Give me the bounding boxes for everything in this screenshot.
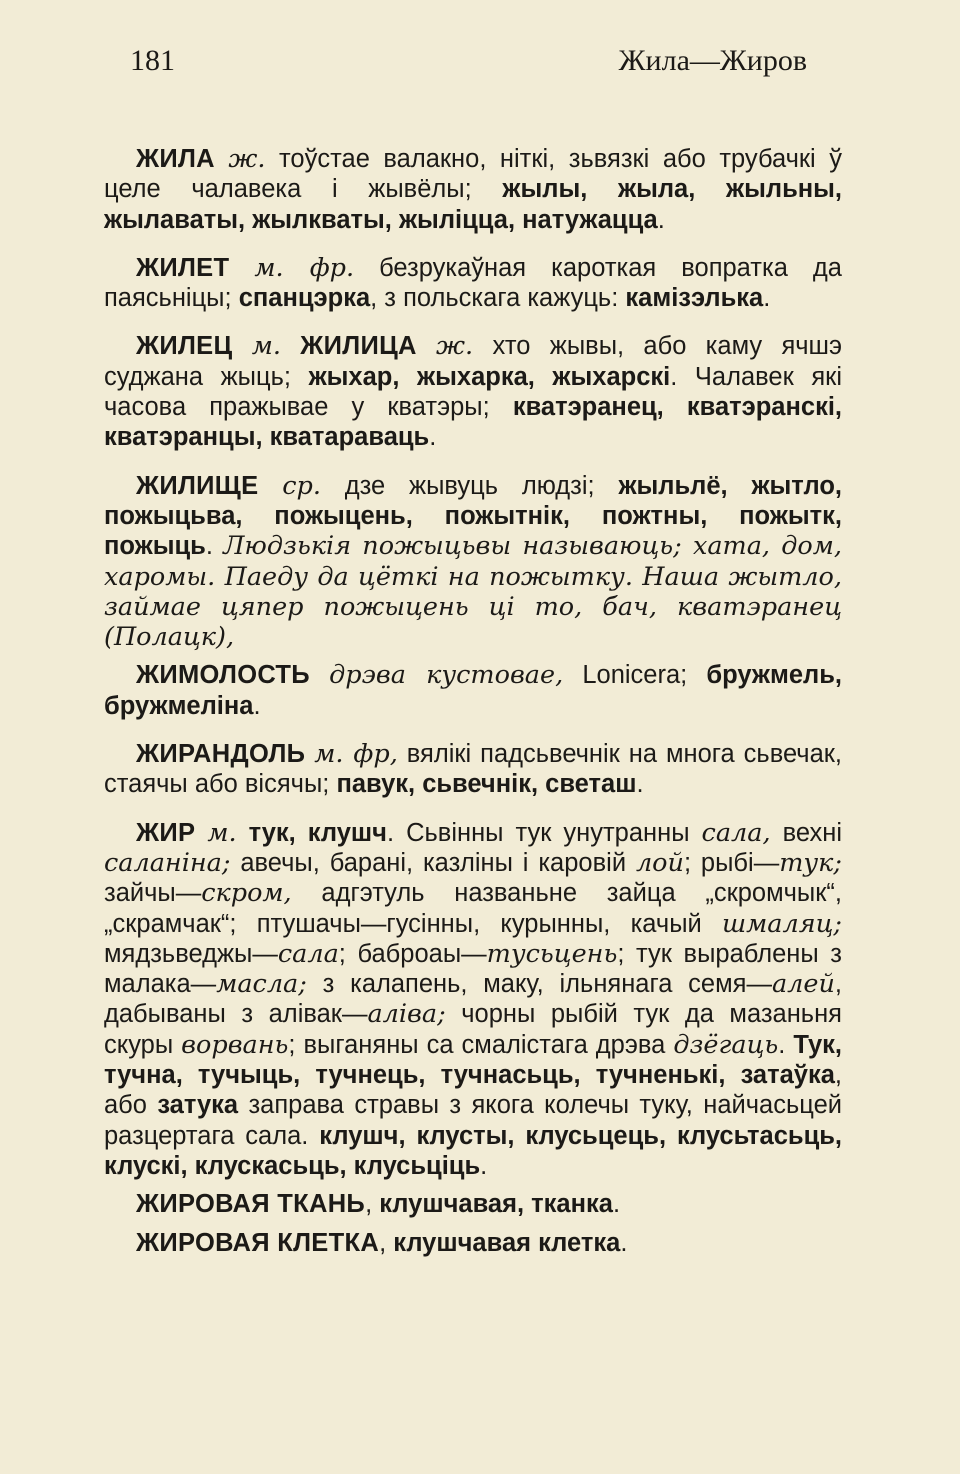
headword: ЖИЛИЦА (300, 332, 417, 361)
text: заправа стравы з якога колечы туку, найчасьцей разцертага сала. (104, 1091, 842, 1150)
grammar-label: ср. (282, 470, 321, 501)
derived-term: камізэлька (625, 284, 764, 313)
headword: ЖИЛА (136, 145, 215, 173)
text: безрукаўная кароткая вопратка да паясьніцы; (104, 253, 842, 313)
entry-zhilishche (104, 471, 842, 653)
text: , (365, 1190, 380, 1219)
text: тоўстае валакно, ніткі, зьвязкі або трубачкі ў целе чалавека і жывёлы; (104, 145, 842, 204)
derived-term: бружмель, бружмеліна (104, 661, 842, 720)
derived-term: клушчавая клетка (393, 1228, 621, 1257)
headword: ЖИРОВАЯ КЛЕТКА (136, 1228, 380, 1257)
derived-term: клушч, клусты, клусьцець, клусьтасьць, клускі, клускасьць, клусьціць (104, 1121, 843, 1180)
text: ; рыбі— (683, 848, 780, 877)
example-text: дрэва кустовае, (329, 660, 564, 691)
headword: ЖИМОЛОСТЬ (136, 661, 310, 690)
text (281, 332, 300, 360)
entry-zhilec (104, 331, 842, 452)
text (305, 740, 314, 768)
text: ; выганяны са смалістага дрэва (288, 1030, 674, 1059)
running-title: Жила—Жиров (618, 44, 807, 77)
headword: ЖИЛЕЦ (136, 332, 233, 361)
running-head (130, 44, 807, 78)
text: ; тук выраблены з малака— (104, 939, 842, 999)
text: , дабываны з алівак— (104, 970, 842, 1029)
grammar-label: м. фр, (314, 739, 398, 770)
headword: ЖИРОВАЯ ТКАНЬ (136, 1190, 366, 1219)
derived-term: тук, клушч (248, 818, 387, 847)
example-text: шмаляц; (721, 908, 842, 939)
entry-zhirovaya-tkan (104, 1189, 842, 1219)
entry-zhila (104, 144, 842, 235)
text (310, 661, 329, 689)
derived-term: жыльлё, жытло, пожыцьва, пожыцень, пожытнік, пожтны, пожытк, пожыць (104, 471, 842, 561)
text (258, 472, 282, 500)
text: . (480, 1151, 488, 1180)
text: з калапень, маку, ільнянага семя— (306, 970, 772, 999)
text (229, 254, 254, 282)
grammar-label: м. (251, 331, 281, 362)
text: . Чалавек які часова пражывае у кватэры; (104, 362, 842, 422)
derived-term: спанцэрка (238, 284, 371, 313)
dictionary-body (104, 144, 842, 1266)
text: ; баброаы— (338, 939, 487, 968)
text: . (778, 1030, 794, 1059)
text (237, 819, 249, 847)
grammar-label: м. (207, 817, 237, 848)
text: . Сьвінны тук унутранны (386, 818, 702, 847)
entry-zhilet (104, 253, 842, 314)
derived-term: клушчавая, тканка (379, 1190, 613, 1219)
headword: ЖИЛЕТ (136, 253, 230, 282)
text: дзе жывуць людзі; (320, 471, 619, 500)
example-text: лой (635, 847, 684, 878)
text (195, 819, 207, 847)
example-text: ворвань (181, 1029, 289, 1060)
text: зайчы— (104, 879, 202, 908)
text: вялікі падсьвечнік на многа сьвечак, стаячы або вісячы; (104, 740, 842, 799)
text: Lonicera; (563, 661, 707, 690)
grammar-label: ж. (228, 144, 266, 174)
derived-term: затука (157, 1091, 239, 1120)
text: . (763, 284, 771, 313)
example-text: масла; (216, 969, 307, 1000)
text: . (636, 770, 644, 799)
text: . (205, 532, 224, 561)
derived-term: жылы, жыла, жыльны, жылаваты, жылкваты, жыліцца, натужацца (104, 175, 843, 234)
page-number: 181 (130, 44, 175, 77)
derived-term: павук, сьвечнік, светаш (336, 770, 637, 799)
derived-term: кватэранец, кватэранскі, кватэранцы, кватараваць (104, 393, 843, 452)
text: адгэтуль названьне зайца „скромчык“, „скрамчак“; птушачы—гусінны, курынны, качый (104, 879, 842, 938)
text: чорны рыбій тук да мазаньня скуры (104, 1000, 842, 1059)
text: . (657, 205, 665, 234)
example-text: Людзькія пожыцьвы называюць; хата, дом, харомы. Паеду да цёткі на пожытку. Наша жытло, займае цяпер пожыцень ці то, бач, кватэранец (Полацк), (104, 531, 842, 653)
text: . (620, 1228, 628, 1257)
text (417, 332, 436, 360)
derived-term: жыхар, жыхарка, жыхарскі (308, 362, 671, 391)
example-text: саланіна; (104, 847, 231, 878)
entry-zhirandol (104, 739, 842, 800)
text: . (429, 423, 437, 452)
example-text: сала, (701, 817, 771, 848)
text: мядзьведжы— (104, 939, 278, 968)
entry-zhir (104, 818, 842, 1182)
example-text: аліва; (367, 999, 446, 1030)
text: . (253, 691, 261, 720)
grammar-label: ж. (436, 331, 474, 362)
text (215, 145, 229, 173)
example-text: тусьцень (486, 938, 618, 969)
text: авечы, барані, казліны і каровій (230, 848, 636, 877)
text: . (612, 1190, 621, 1219)
headword: ЖИЛИЩЕ (136, 471, 259, 500)
text: , з польскага кажуць: (370, 284, 626, 313)
entry-zhirovaya-kletka (104, 1228, 842, 1258)
headword: ЖИРАНДОЛЬ (136, 740, 306, 769)
text: , або (104, 1061, 842, 1120)
example-text: скром, (201, 878, 292, 909)
example-text: алей (771, 969, 835, 1000)
example-text: сала (277, 938, 339, 969)
text: хто жывы, або каму ячшэ суджана жыць; (104, 332, 843, 391)
headword: ЖИР (136, 818, 196, 847)
text: вехні (770, 818, 842, 847)
entry-zhimolost (104, 660, 842, 721)
example-text: дзёгаць (673, 1029, 779, 1060)
text: , (379, 1228, 394, 1257)
text (232, 332, 251, 360)
example-text: тук; (779, 847, 842, 878)
grammar-label: м. фр. (254, 252, 355, 283)
derived-term: Тук, тучна, тучыць, тучнець, тучнасьць, тучненькі, затаўка (104, 1030, 842, 1090)
